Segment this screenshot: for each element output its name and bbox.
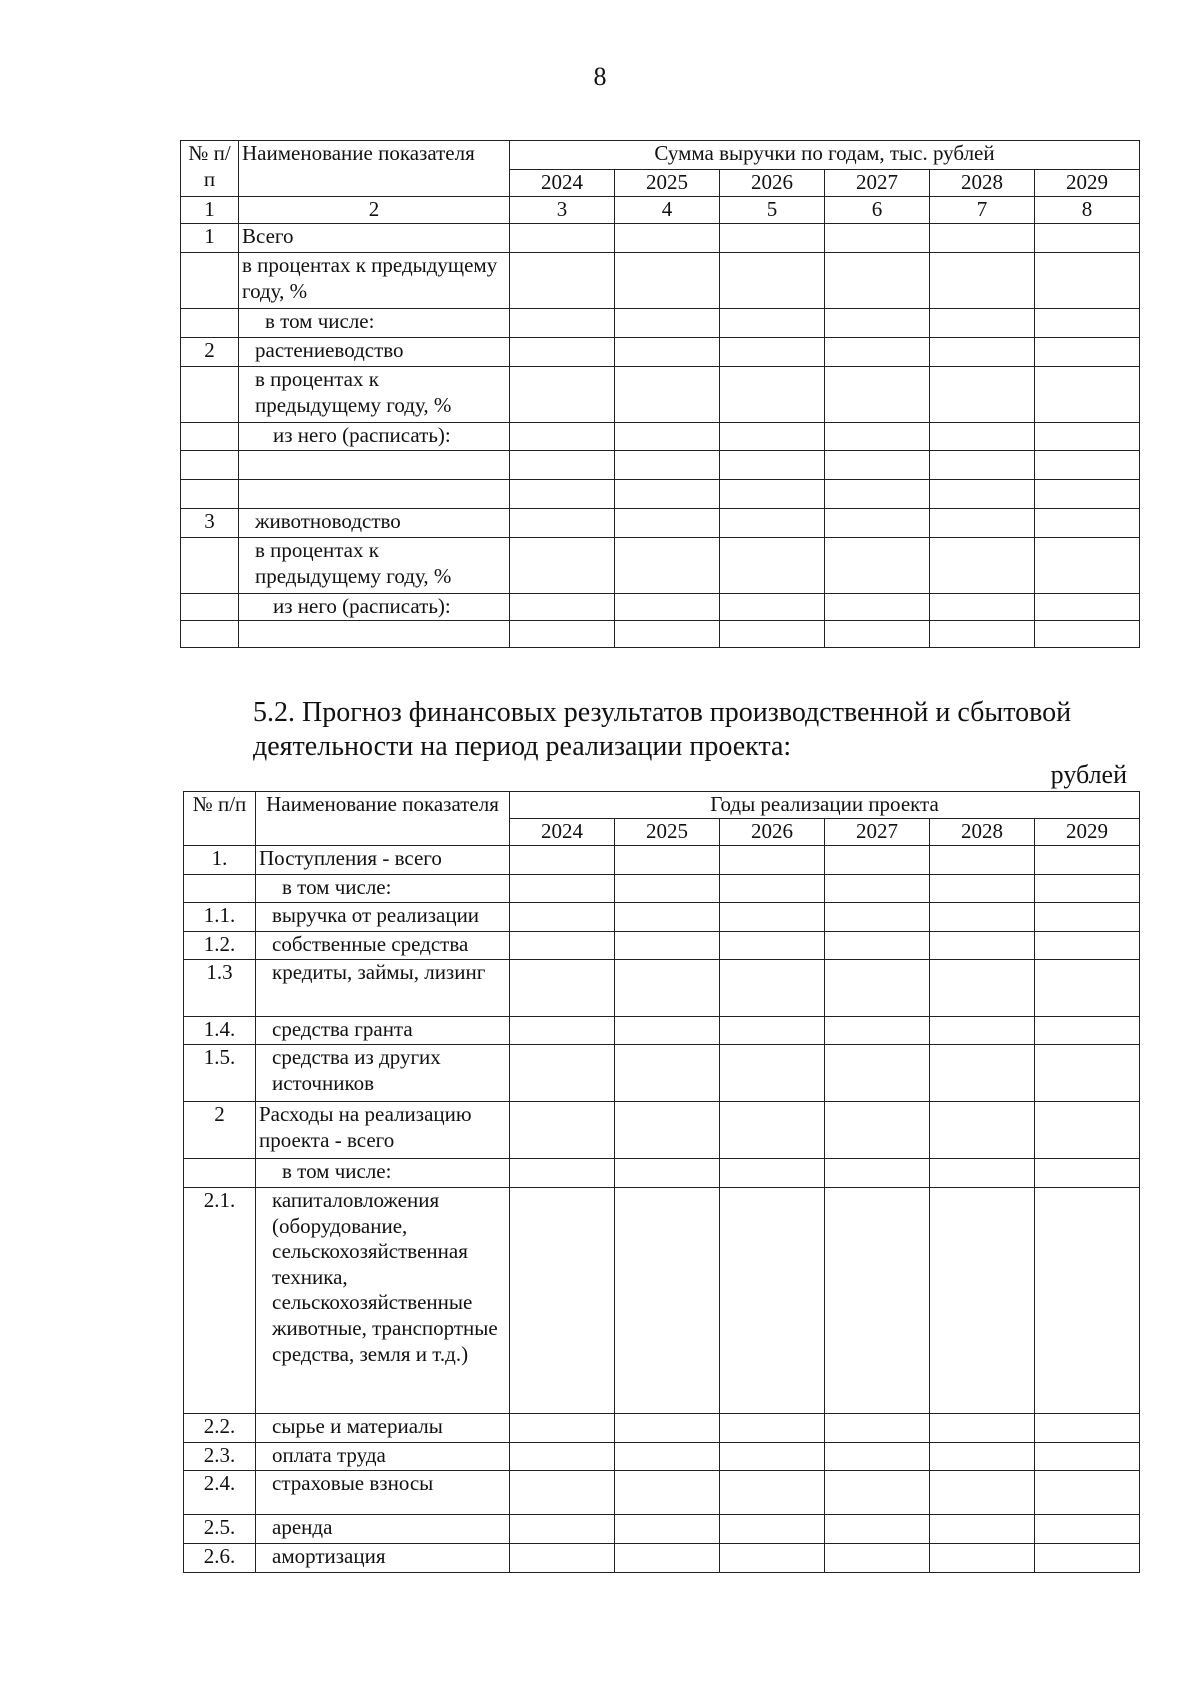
value-cell[interactable] [1035, 509, 1140, 538]
value-cell[interactable] [1035, 1414, 1140, 1443]
value-cell[interactable] [510, 538, 615, 594]
value-cell[interactable] [720, 960, 825, 1017]
value-cell[interactable] [825, 367, 930, 423]
value-cell[interactable] [930, 1544, 1035, 1573]
value-cell[interactable] [1035, 367, 1140, 423]
value-cell[interactable] [615, 1515, 720, 1544]
row-num [181, 253, 239, 309]
value-cell[interactable] [930, 423, 1035, 451]
table-row [181, 309, 1140, 338]
row-num: 2 [184, 1102, 256, 1159]
value-cell[interactable] [720, 1159, 825, 1188]
year-header: 2026 [720, 819, 825, 846]
table-row [181, 423, 1140, 451]
value-cell[interactable] [930, 1017, 1035, 1045]
value-cell[interactable] [825, 1045, 930, 1102]
value-cell[interactable] [510, 253, 615, 309]
value-cell[interactable] [720, 1443, 825, 1471]
value-cell[interactable] [615, 423, 720, 451]
row-num: 2.4. [184, 1471, 256, 1515]
year-header: 2025 [615, 170, 720, 197]
table-row [184, 1443, 1140, 1471]
year-header: 2029 [1035, 170, 1140, 197]
value-cell[interactable] [1035, 1159, 1140, 1188]
value-cell[interactable] [615, 1017, 720, 1045]
value-cell[interactable] [510, 1471, 615, 1515]
section-title: 5.2. Прогноз финансовых результатов производственной и сбытовой деятельности на период реализации проекта: [253, 697, 1072, 763]
value-cell[interactable] [615, 367, 720, 423]
value-cell[interactable] [825, 480, 930, 509]
value-cell[interactable] [930, 253, 1035, 309]
value-cell[interactable] [825, 1544, 930, 1573]
value-cell[interactable] [720, 1515, 825, 1544]
value-cell[interactable] [930, 846, 1035, 875]
row-name: кредиты, займы, лизинг [256, 960, 510, 1017]
value-cell[interactable] [510, 903, 615, 932]
value-cell[interactable] [615, 875, 720, 903]
value-cell[interactable] [930, 1471, 1035, 1515]
value-cell[interactable] [510, 1414, 615, 1443]
value-cell[interactable] [825, 960, 930, 1017]
row-num: 1.1. [184, 903, 256, 932]
value-cell[interactable] [720, 875, 825, 903]
value-cell[interactable] [1035, 480, 1140, 509]
value-cell[interactable] [825, 1017, 930, 1045]
table-row [184, 1515, 1140, 1544]
table-row [181, 594, 1140, 621]
value-cell[interactable] [615, 1544, 720, 1573]
value-cell[interactable] [510, 1515, 615, 1544]
value-cell[interactable] [1035, 932, 1140, 960]
value-cell[interactable] [510, 1544, 615, 1573]
row-num: 2 [181, 338, 239, 367]
value-cell[interactable] [1035, 309, 1140, 338]
value-cell[interactable] [510, 932, 615, 960]
value-cell[interactable] [720, 620, 825, 647]
value-cell[interactable] [615, 1188, 720, 1414]
row-name: страховые взносы [256, 1471, 510, 1515]
value-cell[interactable] [1035, 960, 1140, 1017]
year-header: 2024 [510, 819, 615, 846]
value-cell[interactable] [615, 338, 720, 367]
col-index: 4 [615, 197, 720, 224]
value-cell[interactable] [1035, 224, 1140, 253]
value-cell[interactable] [930, 1443, 1035, 1471]
value-cell[interactable] [720, 932, 825, 960]
col-index: 1 [181, 197, 239, 224]
table-row [184, 1471, 1140, 1515]
value-cell[interactable] [510, 1159, 615, 1188]
value-cell[interactable] [1035, 1045, 1140, 1102]
value-cell[interactable] [825, 903, 930, 932]
value-cell[interactable] [825, 1515, 930, 1544]
table-row [181, 367, 1140, 423]
value-cell[interactable] [615, 1102, 720, 1159]
value-cell[interactable] [720, 367, 825, 423]
table-row [181, 480, 1140, 509]
col-index: 2 [239, 197, 510, 224]
value-cell[interactable] [930, 538, 1035, 594]
value-cell[interactable] [930, 224, 1035, 253]
col-index: 5 [720, 197, 825, 224]
unit-label: рублей [1050, 760, 1127, 789]
value-cell[interactable] [1035, 253, 1140, 309]
value-cell[interactable] [510, 1443, 615, 1471]
value-cell[interactable] [510, 1045, 615, 1102]
value-cell[interactable] [930, 309, 1035, 338]
row-num [184, 1159, 256, 1188]
value-cell[interactable] [615, 1471, 720, 1515]
value-cell[interactable] [825, 253, 930, 309]
value-cell[interactable] [930, 620, 1035, 647]
year-header: 2024 [510, 170, 615, 197]
value-cell[interactable] [930, 367, 1035, 423]
row-num: 1.4. [184, 1017, 256, 1045]
column-index-row [181, 197, 1140, 224]
value-cell[interactable] [615, 224, 720, 253]
table-row [184, 1045, 1140, 1102]
financial-forecast-table [183, 791, 1140, 1573]
row-num [181, 480, 239, 509]
value-cell[interactable] [1035, 594, 1140, 621]
row-num [181, 538, 239, 594]
value-cell[interactable] [720, 480, 825, 509]
value-cell[interactable] [510, 423, 615, 451]
value-cell[interactable] [510, 620, 615, 647]
value-cell[interactable] [1035, 338, 1140, 367]
value-cell[interactable] [720, 509, 825, 538]
col-index: 3 [510, 197, 615, 224]
value-cell[interactable] [720, 309, 825, 338]
value-cell[interactable] [510, 224, 615, 253]
row-num [181, 620, 239, 647]
year-header: 2025 [615, 819, 720, 846]
value-cell[interactable] [1035, 903, 1140, 932]
row-num [181, 594, 239, 621]
value-cell[interactable] [615, 1414, 720, 1443]
row-num: 1. [184, 846, 256, 875]
value-cell[interactable] [930, 1188, 1035, 1414]
value-cell[interactable] [930, 1102, 1035, 1159]
value-cell[interactable] [720, 1471, 825, 1515]
row-name: Поступления - всего [256, 846, 510, 875]
value-cell[interactable] [720, 538, 825, 594]
value-cell[interactable] [930, 338, 1035, 367]
value-cell[interactable] [720, 224, 825, 253]
row-name: капиталовложения (оборудование, сельскохозяйственная техника, сельскохозяйственные животные, транспортные средства, земля и т.д.) [256, 1188, 510, 1414]
table-row [184, 1188, 1140, 1414]
value-cell[interactable] [615, 309, 720, 338]
row-num: 3 [181, 509, 239, 538]
row-num [181, 367, 239, 423]
value-cell[interactable] [720, 1414, 825, 1443]
table-row [184, 960, 1140, 1017]
col-index: 8 [1035, 197, 1140, 224]
row-name: аренда [256, 1515, 510, 1544]
value-cell[interactable] [720, 1102, 825, 1159]
row-num: 1.3 [184, 960, 256, 1017]
value-cell[interactable] [1035, 846, 1140, 875]
value-cell[interactable] [510, 1188, 615, 1414]
row-name: средства из других источников [256, 1045, 510, 1102]
value-cell[interactable] [1035, 538, 1140, 594]
value-cell[interactable] [510, 451, 615, 480]
row-name: растениеводство [239, 338, 510, 367]
col-index: 7 [930, 197, 1035, 224]
table-row [184, 1102, 1140, 1159]
row-num: 1.5. [184, 1045, 256, 1102]
table-row [181, 338, 1140, 367]
year-header: 2028 [930, 819, 1035, 846]
col-index: 6 [825, 197, 930, 224]
value-cell[interactable] [510, 875, 615, 903]
value-cell[interactable] [825, 1159, 930, 1188]
table-row [181, 451, 1140, 480]
row-name[interactable] [239, 620, 510, 647]
value-cell[interactable] [825, 875, 930, 903]
row-num [184, 875, 256, 903]
value-cell[interactable] [615, 594, 720, 621]
value-cell[interactable] [510, 367, 615, 423]
year-header: 2027 [825, 819, 930, 846]
table-row [184, 875, 1140, 903]
value-cell[interactable] [1035, 451, 1140, 480]
row-name: в том числе: [239, 309, 510, 338]
row-name: Всего [239, 224, 510, 253]
value-cell[interactable] [615, 1045, 720, 1102]
value-cell[interactable] [615, 480, 720, 509]
value-cell[interactable] [720, 423, 825, 451]
value-cell[interactable] [930, 1159, 1035, 1188]
row-name: оплата труда [256, 1443, 510, 1471]
col-header-group: Годы реализации проекта [510, 792, 1140, 819]
table-row [181, 620, 1140, 647]
value-cell[interactable] [615, 932, 720, 960]
value-cell[interactable] [825, 932, 930, 960]
value-cell[interactable] [720, 594, 825, 621]
year-header: 2028 [930, 170, 1035, 197]
value-cell[interactable] [510, 594, 615, 621]
value-cell[interactable] [1035, 1515, 1140, 1544]
value-cell[interactable] [720, 253, 825, 309]
table-row [181, 224, 1140, 253]
row-name: выручка от реализации [256, 903, 510, 932]
row-num: 2.6. [184, 1544, 256, 1573]
value-cell[interactable] [930, 1515, 1035, 1544]
row-num: 2.3. [184, 1443, 256, 1471]
value-cell[interactable] [615, 846, 720, 875]
table-row [184, 846, 1140, 875]
value-cell[interactable] [1035, 1471, 1140, 1515]
value-cell[interactable] [510, 509, 615, 538]
value-cell[interactable] [825, 846, 930, 875]
year-header: 2029 [1035, 819, 1140, 846]
value-cell[interactable] [720, 903, 825, 932]
value-cell[interactable] [825, 620, 930, 647]
value-cell[interactable] [825, 451, 930, 480]
value-cell[interactable] [1035, 620, 1140, 647]
value-cell[interactable] [930, 480, 1035, 509]
value-cell[interactable] [825, 338, 930, 367]
table-row [184, 1159, 1140, 1188]
row-num [181, 423, 239, 451]
value-cell[interactable] [720, 1045, 825, 1102]
row-num: 1 [181, 224, 239, 253]
revenue-table [180, 140, 1140, 648]
value-cell[interactable] [615, 253, 720, 309]
row-name: в том числе: [256, 1159, 510, 1188]
value-cell[interactable] [510, 309, 615, 338]
col-header-name: Наименование показателя [256, 792, 510, 846]
row-num [181, 309, 239, 338]
row-num: 2.1. [184, 1188, 256, 1414]
row-name: в процентах к предыдущему году, % [239, 538, 510, 594]
row-name: из него (расписать): [239, 423, 510, 451]
value-cell[interactable] [720, 1544, 825, 1573]
year-header: 2026 [720, 170, 825, 197]
value-cell[interactable] [930, 1414, 1035, 1443]
table-row [184, 1414, 1140, 1443]
value-cell[interactable] [1035, 1102, 1140, 1159]
value-cell[interactable] [720, 846, 825, 875]
year-header: 2027 [825, 170, 930, 197]
table-row [184, 1017, 1140, 1045]
value-cell[interactable] [825, 509, 930, 538]
value-cell[interactable] [510, 1102, 615, 1159]
value-cell[interactable] [1035, 423, 1140, 451]
value-cell[interactable] [930, 960, 1035, 1017]
row-name: сырье и материалы [256, 1414, 510, 1443]
value-cell[interactable] [510, 480, 615, 509]
row-num [181, 451, 239, 480]
value-cell[interactable] [930, 451, 1035, 480]
value-cell[interactable] [825, 1414, 930, 1443]
value-cell[interactable] [510, 846, 615, 875]
row-name: из него (расписать): [239, 594, 510, 621]
value-cell[interactable] [720, 1017, 825, 1045]
table-row [184, 932, 1140, 960]
value-cell[interactable] [930, 932, 1035, 960]
value-cell[interactable] [930, 875, 1035, 903]
value-cell[interactable] [1035, 1188, 1140, 1414]
value-cell[interactable] [615, 903, 720, 932]
table-row [184, 903, 1140, 932]
value-cell[interactable] [720, 451, 825, 480]
value-cell[interactable] [615, 509, 720, 538]
value-cell[interactable] [615, 620, 720, 647]
value-cell[interactable] [1035, 1443, 1140, 1471]
row-name: Расходы на реализацию проекта - всего [256, 1102, 510, 1159]
value-cell[interactable] [615, 1159, 720, 1188]
value-cell[interactable] [825, 594, 930, 621]
row-num: 2.2. [184, 1414, 256, 1443]
row-name[interactable] [239, 451, 510, 480]
value-cell[interactable] [615, 538, 720, 594]
value-cell[interactable] [510, 960, 615, 1017]
row-num: 1.2. [184, 932, 256, 960]
value-cell[interactable] [825, 224, 930, 253]
value-cell[interactable] [1035, 1544, 1140, 1573]
value-cell[interactable] [510, 338, 615, 367]
row-name: собственные средства [256, 932, 510, 960]
value-cell[interactable] [615, 451, 720, 480]
row-name: в том числе: [256, 875, 510, 903]
value-cell[interactable] [930, 509, 1035, 538]
value-cell[interactable] [825, 1102, 930, 1159]
value-cell[interactable] [615, 1443, 720, 1471]
value-cell[interactable] [1035, 875, 1140, 903]
row-name: средства гранта [256, 1017, 510, 1045]
row-name: в процентах к предыдущему году, % [239, 367, 510, 423]
value-cell[interactable] [825, 309, 930, 338]
value-cell[interactable] [1035, 1017, 1140, 1045]
page-number: 8 [593, 62, 607, 91]
value-cell[interactable] [825, 1443, 930, 1471]
value-cell[interactable] [510, 1017, 615, 1045]
value-cell[interactable] [930, 594, 1035, 621]
table-row [181, 538, 1140, 594]
row-name: амортизация [256, 1544, 510, 1573]
table-row [184, 1544, 1140, 1573]
row-name: животноводство [239, 509, 510, 538]
value-cell[interactable] [930, 1045, 1035, 1102]
value-cell[interactable] [825, 1471, 930, 1515]
col-header-name: Наименование показателя [239, 141, 510, 197]
col-header-num: № п/п [184, 792, 256, 846]
value-cell[interactable] [615, 960, 720, 1017]
table-row [181, 509, 1140, 538]
value-cell[interactable] [930, 903, 1035, 932]
table-row [181, 253, 1140, 309]
row-name: в процентах к предыдущему году, % [239, 253, 510, 309]
col-header-group: Сумма выручки по годам, тыс. рублей [510, 141, 1140, 170]
col-header-num: № п/п [181, 141, 239, 197]
value-cell[interactable] [720, 1188, 825, 1414]
value-cell[interactable] [720, 338, 825, 367]
value-cell[interactable] [825, 538, 930, 594]
value-cell[interactable] [825, 423, 930, 451]
value-cell[interactable] [825, 1188, 930, 1414]
row-name[interactable] [239, 480, 510, 509]
row-num: 2.5. [184, 1515, 256, 1544]
